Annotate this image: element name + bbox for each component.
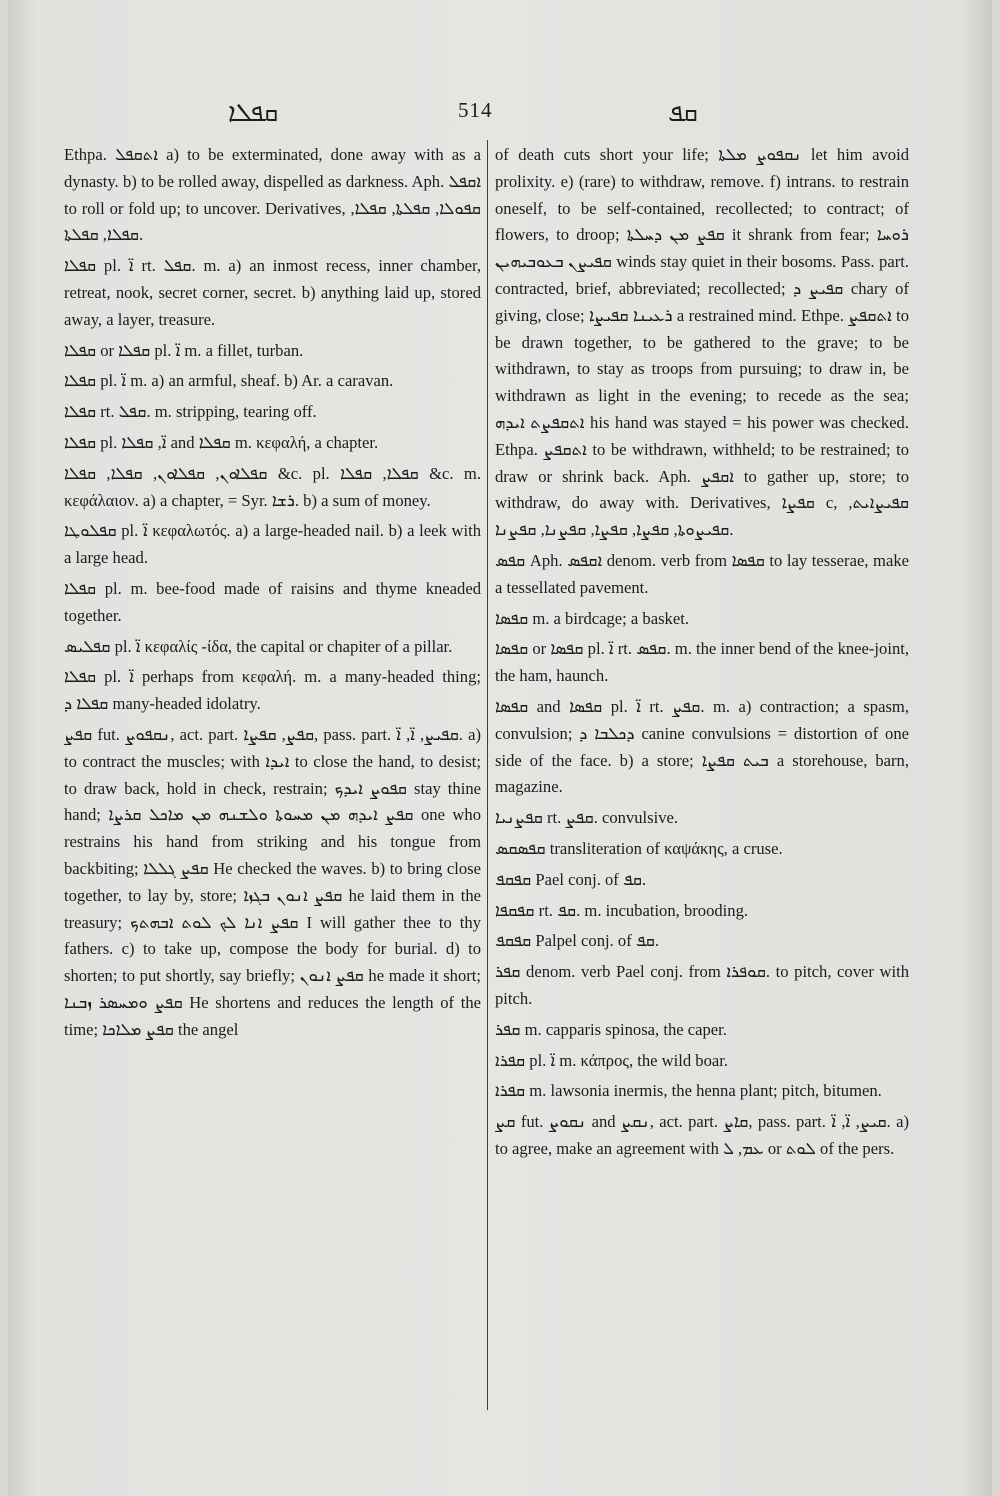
dictionary-entry: ܩܦܠܐ pl. ܐ̈ rt. ܩܦܠ. m. a) an inmost recess, inner chamber, retreat, nook, secret corner, secret. b) anything laid up, stored away, a layer, treasure. [64,256,481,329]
dictionary-entry: ܩܦܩܦ Palpel conj. of ܩܦ. [495,931,660,951]
dictionary-entry: ܩܦܩܦܐ rt. ܩܦ. m. incubation, brooding. [495,900,749,920]
dictionary-entry: ܩܦܨܢܝܐ rt. ܩܦܨ. convulsive. [495,808,679,828]
entry-continuation: of death cuts short your life; ܢܩܦܘܨ ܡܠܬܐ let him avoid prolixity. e) (rare) to withdraw, remove. f) intrans. to restrain oneself, to be self-contained, recollected; to contract; of flowers, to droop; ܩܦܨ ܡܢ ܕܚܠܬܐ it shrank from fear; ܪܘܚܐ ܩܦܝܨܢ ܒܥܘܒܝܗܝܢ winds stay quiet in their bosoms. Pass. part. contracted, brief, abbreviated; recollected; ܩܦܝܨ ܕ chary of giving, close; ܪܥܝܢܐ ܩܦܝܨܐ a restrained mind. Ethpe. ܐܬܩܦܨ to be drawn together, to be gathered to the grave; to be withdrawn, to stay as troops from pursuing; to draw in, be withdrawn as light in the evening; to recede as the sea; ܐܬܩܦܨܬ ܐܝܕܗ his hand was stayed = his power was checked. Ethpa. ܐܬܩܦܨ to be withdrawn, withheld; to be restrained; to draw or shrink back. Aph. ܐܩܦܨ to gather up, store; to withdraw, do away with. Derivatives, ܩܦܨܐ c, ܩܦܝܨܐܝܬ, ܩܦܝܨܘܬܐ, ܩܦܨܐ, ܩܦܨܐ, ܩܦܨܢܐ, ܩܦܨܢܐ. [495,145,910,540]
dictionary-entry: ܩܦܠܐ or ܩܦܠܐ pl. ܐ̈ m. a fillet, turban. [64,340,304,360]
dictionary-entry: ܩܦܠܐ rt. ܩܦܠ. m. stripping, tearing off. [64,402,317,422]
dictionary-entry: ܩܦܩܦ Pael conj. of ܩܦ. [495,869,647,889]
dictionary-entry: ܩܦܣܐ m. a birdcage; a basket. [495,608,689,628]
page-number: 514 [458,98,493,122]
left-column [64,142,481,1048]
entry-continuation: Ethpa. ܐܬܩܦܠ a) to be exterminated, done away with as a dynasty. b) to be rolled away, dispelled as darkness. Aph. ܐܩܦܠ to roll or fold up; to uncover. Derivatives, ܩܦܘܠܐ, ܩܦܠܬܐ, ܩܦܠܐ, ܩܦܠܐ, ܩܦܠܬܐ. [64,145,481,245]
dictionary-entry: ܩܦܠܐ pl. ܐ̈ perhaps from κεφαλή. m. a many-headed thing; ܩܦܠܐ ܕ many-headed idolatry. [64,667,481,714]
dictionary-entry: ܩܦܪ denom. verb Pael conj. from ܩܘܦܪܐ. to pitch, cover with pitch. [495,962,910,1008]
header-right-word: ܩܦ [668,98,698,127]
dictionary-entry: ܩܦܣܐ or ܩܦܣܐ pl. ܐ̈ rt. ܩܦܣ. m. the inner bend of the knee-joint, the ham, haunch. [495,639,910,686]
running-header [0,94,1000,134]
dictionary-entry: ܩܦܠܐ pl. ܐ̈ m. a) an armful, sheaf. b) Ar. a caravan. [64,371,394,391]
dictionary-entry: ܩܦܣ Aph. ܐܩܦܣ denom. verb from ܩܦܣܐ to lay tesserae, make a tessellated pavement. [495,550,909,597]
dictionary-entry: ܩܦܠܐܘܢ, ܩܦܠܐܘܢ, ܩܦܠܐ, ܩܦܠܐ &c. pl. ܩܦܠܐ, ܩܦܠܐ &c. m. κεφάλαιον. a) a chapter, = Syr. ܪܫܐ. b) a sum of money. [64,463,481,510]
dictionary-entry: ܩܦܠܐ pl. m. bee-food made of raisins and thyme kneaded together. [64,578,481,625]
dictionary-entry: ܩܦܪ m. capparis spinosa, the caper. [495,1019,727,1039]
header-left-word: ܩܦܠܐ [228,98,279,127]
dictionary-entry: ܩܦܠܝܣ pl. ܐ̈ κεφαλίς -ίδα, the capital or chapiter of a pillar. [64,636,453,656]
column-divider [487,140,488,1410]
dictionary-entry: ܩܦܣܩܣ transliteration of καψάκης, a cruse. [495,838,783,858]
dictionary-entry: ܩܦܪܐ m. lawsonia inermis, the henna plant; pitch, bitumen. [495,1081,882,1101]
dictionary-entry: ܩܦܠܐ pl. ܐ̈, ܩܦܠܐ and ܩܦܠܐ m. κεφαλή, a chapter. [64,432,379,452]
dictionary-entry: ܩܦܣܐ and ܩܦܣܐ pl. ܐ̈ rt. ܩܦܨ. m. a) contraction; a spasm, convulsion; ܕܟܠܒܐ ܕ canine convulsions = distortion of one side of the face. b) a store; ܒܝܬ ܩܦܨܐ a storehouse, barn, magazine. [495,696,909,797]
dictionary-entry: ܩܦܠܘܛܐ pl. ܐ̈ κεφαλωτός. a) a large-headed nail. b) a leek with a large head. [64,521,481,568]
dictionary-entry: ܩܨ fut. ܢܩܘܨ and ܢܩܨ, act. part. ܩܐܨ, pass. part. ܩܝܨ, ܐ̈, ܐ̈. a) to agree, make an agreement with ܥܡ, ܠ or ܠܘܬ of the pers. [495,1112,909,1158]
right-column [495,142,909,1167]
dictionary-entry: ܩܦܨ fut. ܢܩܦܘܨ, act. part. ܩܦܨ, ܩܦܨܐ, pass. part. ܩܦܝܨ, ܐ̈, ܐ̈. a) to contract the muscles; with ܐܝܕܐ to close the hand, to desist; to draw back, hold in check, restrain; ܩܦܘܨ ܐܝܕܟ stay thine hand; ܩܦܨ ܐܝܕܗ ܡܢ ܡܚܘܬܐ ܘܠܫܢܗ ܡܢ ܡܐܟܠ ܩܪܨܐ one who restrains his hand from striking and his tongue from backbiting; ܩܦܨ ܓܠܠܐ He checked the waves. b) to bring close together, to lay by, store; ܩܦܨ ܐܢܘܢ ܒܓܙܐ he laid them in the treasury; ܩܦܨ ܐܢܐ ܠܟ ܠܘܬ ܐܒܗܬܟ I will gather thee to thy fathers. c) to take up, compose the body for burial. d) to shorten; to put shortly, say briefly; ܩܦܨ ܐܢܘܢ he made it short; ܩܦܨ ܘܡܚܣܪ ܙܒܢܐ He shortens and reduces the length of the time; ܩܦܨ ܡܠܐܟܐ the angel [64,724,482,1039]
dictionary-entry: ܩܦܪܐ pl. ܐ̈ m. κάπρος, the wild boar. [495,1050,729,1070]
